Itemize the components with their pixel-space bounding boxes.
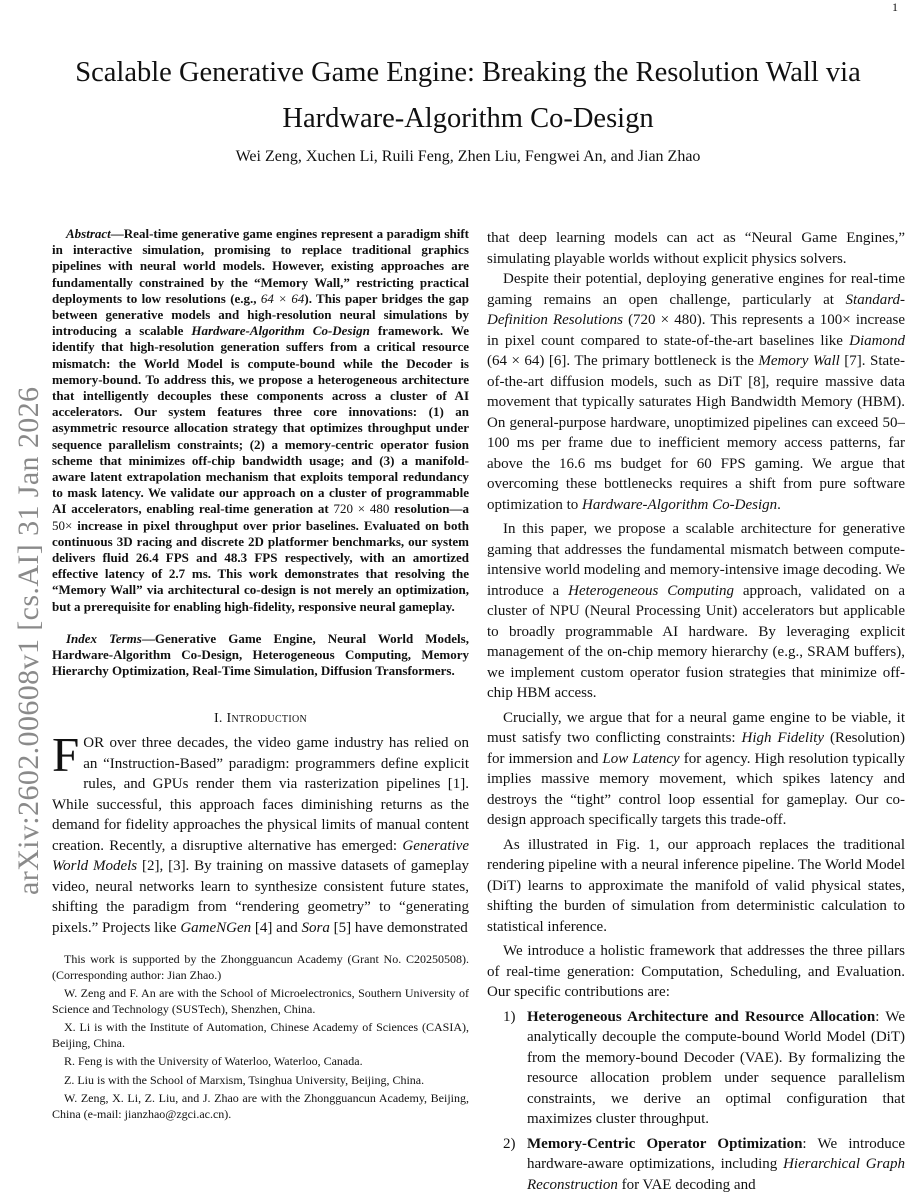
paragraph-text: (Resolution) for immersion and	[487, 730, 905, 767]
dropcap-letter: F	[52, 727, 80, 783]
abstract-emphasis: Hardware-Algorithm Co-Design	[191, 323, 370, 339]
contribution-title: Memory-Centric Operator Optimization	[527, 1135, 803, 1152]
paragraph-emphasis: Sora	[301, 919, 330, 936]
abstract-math: 64 × 64	[260, 290, 305, 306]
left-column	[52, 226, 469, 1196]
paragraph-text: .	[777, 496, 781, 513]
intro-paragraph-1-continued: that deep learning models can act as “Neural Game Engines,” simulating playable worlds without explicit physics solvers.	[487, 230, 905, 267]
contribution-title: Heterogeneous Architecture and Resource Allocation	[527, 1008, 876, 1025]
intro-paragraph-2	[487, 269, 905, 515]
paragraph-text: [4] and	[251, 919, 302, 936]
list-item-number: 1)	[503, 1008, 516, 1025]
paragraph-text: [5] have demonstrated	[329, 919, 468, 936]
intro-paragraph-4	[487, 708, 905, 831]
list-item-number: 2)	[503, 1135, 516, 1152]
index-terms-text: —Generative Game Engine, Neural World Models, Hardware-Algorithm Co-Design, Heterogeneous Computing, Memory Hierarchy Optimization, Real-Time Simulation, Diffusion Transformers.	[52, 630, 469, 679]
footnote: W. Zeng and F. An are with the School of Microelectronics, Southern University of Science and Technology (SUSTech), Shenzhen, China.	[52, 986, 469, 1016]
paragraph-text: for agency. High resolution typically implies massive memory movement, which spikes latency and destroys the “tight” control loop essential for gameplay. Our co-design approach specifically targets this trade-off.	[487, 750, 905, 828]
paragraph-text: Crucially, we argue that for a neural game engine to be viable, it must satisfy two conflicting constraints:	[487, 709, 905, 746]
paragraph-text: Despite their potential, deploying generative engines for real-time gaming remains an open challenge, particularly at	[487, 271, 905, 308]
index-terms-label: Index Terms	[66, 630, 142, 646]
footnotes	[52, 952, 469, 1122]
abstract-text: —Real-time generative game engines represent a paradigm shift in interactive simulation, promising to replace traditional graphics pipelines with neural world models. However, existing approaches are fundamentally constrained by the “Memory Wall,” restricting practical deployments to low resolutions (e.g.,	[52, 226, 469, 306]
intro-paragraph-1	[52, 727, 469, 938]
abstract-math: 50×	[52, 517, 73, 533]
abstract	[52, 226, 469, 615]
footnote: This work is supported by the Zhongguancun Academy (Grant No. C20250508). (Corresponding author: Jian Zhao.)	[52, 952, 469, 982]
footnote: X. Li is with the Institute of Automation, Chinese Academy of Sciences (CASIA), Beijing, China.	[52, 1020, 469, 1050]
page-number: 1	[892, 0, 898, 14]
contribution-text: : We introduce hardware-aware optimizations, including	[527, 1135, 905, 1172]
contributions-list	[487, 1007, 905, 1196]
paragraph-text: [7]. State-of-the-art diffusion models, such as DiT [8], require massive data movement that typically saturates High Bandwidth Memory (HBM). On general-purpose hardware, unoptimized pipelines can exceed 50–100 ms per frame due to inefficient memory access patterns, far above the 16.6 ms budget for 60 FPS gaming. We argue that overcoming these bottlenecks requires a shift from pure software optimization to	[487, 353, 905, 513]
paragraph-emphasis: Diamond	[849, 332, 905, 349]
abstract-label: Abstract	[66, 226, 111, 241]
paragraph-emphasis: Heterogeneous Computing	[568, 582, 734, 599]
contribution-text: : We analytically decouple the compute-bound World Model (DiT) from the memory-bound Decoder (VAE). By formalizing the resource allocation problem under sequence parallelism constraints, we derive an optimal configuration that maximizes cluster throughput.	[527, 1008, 905, 1127]
contribution-text: for VAE decoding and	[617, 1176, 756, 1193]
author-list: Wei Zeng, Xuchen Li, Ruili Feng, Zhen Liu, Fengwei An, and Jian Zhao	[235, 148, 701, 165]
abstract-text: resolution—a	[389, 501, 469, 517]
paragraph-text: (64 × 64) [6]. The primary bottleneck is the	[487, 353, 759, 369]
paragraph-emphasis: Generative World Models	[52, 837, 469, 875]
paragraph-text: [2], [3]. By training on massive datasets of gameplay video, neural networks learn to synthesize consistent future states, shifting the paradigm from “rendering geometry” to “generating pixels.” Projects like	[52, 858, 469, 936]
paragraph-text: (720 × 480)	[622, 312, 702, 328]
paragraph-text: . This represents a 100× increase in pixel count compared to state-of-the-art baselines like	[487, 312, 905, 349]
list-item	[487, 1007, 905, 1130]
paragraph-emphasis: High Fidelity	[741, 730, 825, 746]
contribution-emphasis: Hierarchical Graph Reconstruction	[527, 1156, 905, 1193]
section-heading-introduction	[52, 711, 469, 727]
abstract-text: increase in pixel throughput over prior baselines. Evaluated on both continuous 3D racing and discrete 2D platformer benchmarks, our system delivers fluid 26.4 FPS and 48.3 FPS respectively, with an amortized effective latency of 2.7 ms. This work demonstrates that resolving the “Memory Wall” via architectural co-design is not merely an optimization, but a prerequisite for enabling high-fidelity, responsive neural gameplay.	[52, 517, 469, 614]
list-item	[487, 1134, 905, 1196]
paper-title: Scalable Generative Game Engine: Breaking the Resolution Wall via Hardware-Algorithm Co-Design	[75, 57, 861, 134]
paragraph-emphasis: GameNGen	[180, 919, 252, 936]
paragraph-emphasis: Memory Wall	[758, 353, 840, 369]
paragraph-text: In this paper, we propose a scalable architecture for generative gaming that addresses the fundamental mismatch between compute-intensive world modeling and memory-intensive image decoding. We introduce a	[487, 521, 905, 599]
footnote: Z. Liu is with the School of Marxism, Tsinghua University, Beijing, China.	[64, 1072, 425, 1087]
paragraph-emphasis: Standard-Definition Resolutions	[487, 291, 905, 328]
section-heading-text: I. Introduction	[213, 711, 308, 727]
abstract-math: 720 × 480	[333, 501, 390, 517]
paragraph-text: approach, validated on a cluster of NPU (Neural Processing Unit) accelerators but applicable to broadly programmable AI hardware. By leveraging explicit management of the on-chip memory hierarchy (e.g., SRAM buffers), we implement custom operator fusion strategies that minimize off-chip HBM access.	[487, 582, 905, 701]
paragraph-emphasis: Hardware-Algorithm Co-Design	[582, 496, 778, 513]
footnote: W. Zeng, X. Li, Z. Liu, and J. Zhao are with the Zhongguancun Academy, Beijing, China (e-mail: jianzhao@zgci.ac.cn).	[52, 1091, 469, 1121]
index-terms	[52, 631, 469, 680]
paragraph-text: OR over three decades, the video game industry has relied on an “Instruction-Based” paradigm: programmers define explicit rules, and GPUs render them via rasterization pipelines [1]. While successful, this approach faces diminishing returns as the demand for fidelity approaches the physical limits of manual content creation. Recently, a disruptive alternative has emerged:	[52, 735, 469, 854]
abstract-text: ). This paper bridges the gap between generative models and high-resolution neural simulations by introducing a scalable	[52, 290, 469, 339]
arxiv-identifier-stamp[interactable]: arXiv:2602.00608v1 [cs.AI] 31 Jan 2026	[12, 386, 45, 895]
footnote: R. Feng is with the University of Waterloo, Waterloo, Canada.	[64, 1054, 363, 1069]
intro-paragraph-3	[487, 519, 905, 704]
right-column	[487, 228, 905, 1198]
abstract-text: framework. We identify that high-resolution generation suffers from a critical resource mismatch: the World Model is compute-bound while the Decoder is memory-bound. To address this, we propose a heterogeneous architecture that intelligently decouples these components across a cluster of AI accelerators. Our system features three core innovations: (1) an asymmetric resource allocation strategy that optimizes throughput under sequence parallelism constraints; (2) a memory-centric operator fusion scheme that minimizes off-chip bandwidth usage; and (3) a manifold-aware latent extrapolation mechanism that exploits temporal redundancy to mask latency. We validate our approach on a cluster of programmable AI accelerators, enabling real-time generation at	[52, 323, 469, 517]
paragraph-emphasis: Low Latency	[602, 750, 680, 767]
intro-paragraph-6: We introduce a holistic framework that addresses the three pillars of real-time generation: Computation, Scheduling, and Evaluation. Our specific contributions are:	[487, 943, 905, 1000]
intro-paragraph-5: As illustrated in Fig. 1, our approach replaces the traditional rendering pipeline with a neural inference pipeline. The World Model (DiT) learns to approximate the manifold of valid physical states, shifting the burden of simulation from deterministic calculation to statistical inference.	[487, 836, 905, 935]
